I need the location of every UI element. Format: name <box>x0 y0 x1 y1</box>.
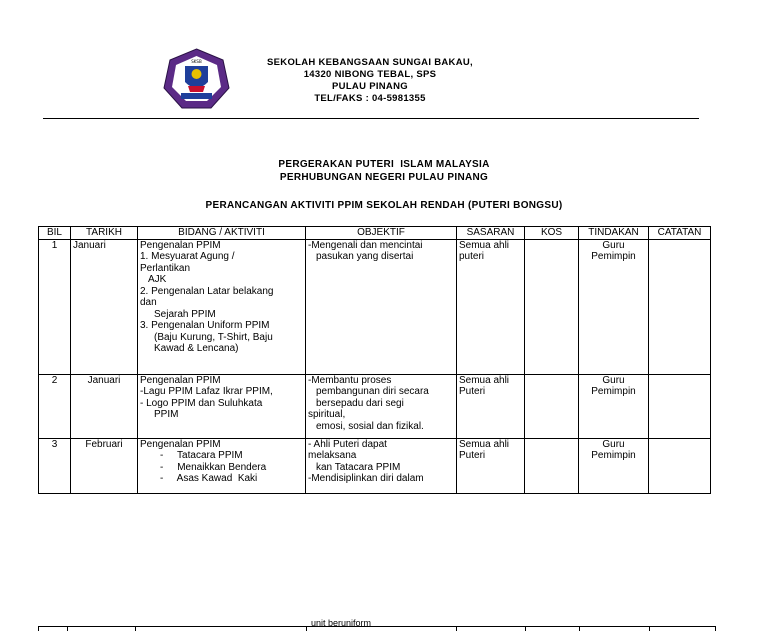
cell-objektif <box>306 438 457 493</box>
school-postcode: 14320 NIBONG TEBAL, SPS <box>303 69 437 80</box>
col-header-sasaran: SASARAN <box>457 227 525 240</box>
sasaran-line: Puteri <box>459 450 486 461</box>
col-header-catatan: CATATAN <box>649 227 711 240</box>
bidang-line: (Baju Kurung, T-Shirt, Baju <box>154 331 273 343</box>
col-header-tindakan: TINDAKAN <box>579 227 649 240</box>
school-phone: TEL/FAKS : 04-5981355 <box>314 93 426 104</box>
bidang-line: Kawad & Lencana) <box>154 343 239 354</box>
fragment-border <box>67 627 68 631</box>
cell-catatan <box>649 438 711 493</box>
bidang-line: Pengenalan PPIM <box>140 438 221 450</box>
col-header-tarikh: TARIKH <box>71 227 138 240</box>
org-line-2: PERHUBUNGAN NEGERI PULAU PINANG <box>279 172 489 183</box>
cell-bil: 1 <box>39 239 71 374</box>
activity-plan-table <box>38 226 711 494</box>
org-line-1: PERGERAKAN PUTERI ISLAM MALAYSIA <box>278 159 490 170</box>
bidang-line: 1. Mesyuarat Agung / <box>140 251 235 262</box>
cell-objektif <box>306 239 457 374</box>
next-page-fragment-text: unit beruniform <box>311 618 372 628</box>
objektif-line: bersepadu dari segi <box>316 397 404 409</box>
cell-bidang <box>138 239 306 374</box>
bidang-line: dan <box>140 297 157 308</box>
cell-catatan <box>649 239 711 374</box>
cell-objektif <box>306 374 457 438</box>
sasaran-line: Semua ahli <box>459 438 510 450</box>
sasaran-line: Semua ahli <box>459 374 510 386</box>
bidang-line: 2. Pengenalan Latar belakang <box>140 285 274 297</box>
cell-sasaran <box>457 239 525 374</box>
objektif-line: pasukan yang disertai <box>316 251 414 262</box>
bidang-line: - Asas Kawad Kaki <box>160 473 258 484</box>
cell-bidang <box>138 374 306 438</box>
tindakan-line: Guru <box>602 239 625 251</box>
bidang-line: AJK <box>148 274 167 285</box>
objektif-line: -Membantu proses <box>308 374 392 386</box>
svg-text:SKSB: SKSB <box>191 59 202 64</box>
next-page-table-fragment <box>38 626 716 631</box>
tindakan-line: Pemimpin <box>591 450 636 461</box>
cell-tindakan <box>579 438 649 493</box>
sasaran-line: Semua ahli <box>459 239 510 251</box>
school-name: SEKOLAH KEBANGSAAN SUNGAI BAKAU, <box>267 57 473 68</box>
organisation-title <box>0 158 768 184</box>
sasaran-line: Puteri <box>459 386 486 397</box>
fragment-border <box>715 627 716 631</box>
cell-kos <box>525 438 579 493</box>
school-crest-icon <box>163 48 230 110</box>
table-row <box>39 374 711 438</box>
cell-tarikh: Januari <box>71 374 138 438</box>
bidang-line: -Lagu PPIM Lafaz Ikrar PPIM, <box>140 386 273 397</box>
cell-sasaran <box>457 374 525 438</box>
cell-sasaran <box>457 438 525 493</box>
school-state: PULAU PINANG <box>332 81 408 92</box>
fragment-border <box>456 627 457 631</box>
fragment-border <box>579 627 580 631</box>
table-header-row <box>39 227 711 240</box>
fragment-border <box>135 627 136 631</box>
bidang-line: PPIM <box>154 409 179 420</box>
col-header-kos: KOS <box>525 227 579 240</box>
bidang-line: Pengenalan PPIM <box>140 374 221 386</box>
cell-bil: 3 <box>39 438 71 493</box>
bidang-line: - Tatacara PPIM <box>160 450 243 461</box>
bidang-line: - Menaikkan Bendera <box>160 461 267 473</box>
col-header-bidang: BIDANG / AKTIVITI <box>138 227 306 240</box>
objektif-line: pembangunan diri secara <box>316 386 429 397</box>
cell-kos <box>525 239 579 374</box>
cell-catatan <box>649 374 711 438</box>
plan-title: PERANCANGAN AKTIVITI PPIM SEKOLAH RENDAH (PUTERI BONGSU) <box>205 200 563 211</box>
col-header-bil: BIL <box>39 227 71 240</box>
objektif-line: -Mendisiplinkan diri dalam <box>308 473 424 484</box>
bidang-line: Sejarah PPIM <box>154 308 216 320</box>
cell-kos <box>525 374 579 438</box>
fragment-border <box>38 627 39 631</box>
bidang-line: Perlantikan <box>140 262 191 274</box>
tindakan-line: Guru <box>602 374 625 386</box>
cell-tarikh: Januari <box>71 239 138 374</box>
objektif-line: emosi, sosial dan fizikal. <box>316 420 424 432</box>
cell-bidang <box>138 438 306 493</box>
tindakan-line: Pemimpin <box>591 386 636 397</box>
school-crest-logo <box>163 48 230 110</box>
objektif-line: kan Tatacara PPIM <box>316 461 401 473</box>
school-address-block <box>250 57 490 105</box>
bidang-line: Pengenalan PPIM <box>140 239 221 251</box>
objektif-line: melaksana <box>308 450 357 461</box>
table-row <box>39 438 711 493</box>
bidang-line: - Logo PPIM dan Suluhkata <box>140 397 263 409</box>
tindakan-line: Pemimpin <box>591 251 636 262</box>
cell-tarikh: Februari <box>71 438 138 493</box>
bidang-line: 3. Pengenalan Uniform PPIM <box>140 320 270 331</box>
cell-bil: 2 <box>39 374 71 438</box>
tindakan-line: Guru <box>602 438 625 450</box>
fragment-border <box>525 627 526 631</box>
table-row <box>39 239 711 374</box>
sasaran-line: puteri <box>459 251 485 262</box>
header-divider <box>43 118 699 119</box>
fragment-border <box>306 627 307 631</box>
objektif-line: -Mengenali dan mencintai <box>308 239 423 251</box>
col-header-objektif: OBJEKTIF <box>306 227 457 240</box>
objektif-line: spiritual, <box>308 409 346 420</box>
fragment-border <box>649 627 650 631</box>
cell-tindakan <box>579 239 649 374</box>
cell-tindakan <box>579 374 649 438</box>
objektif-line: - Ahli Puteri dapat <box>308 438 387 450</box>
